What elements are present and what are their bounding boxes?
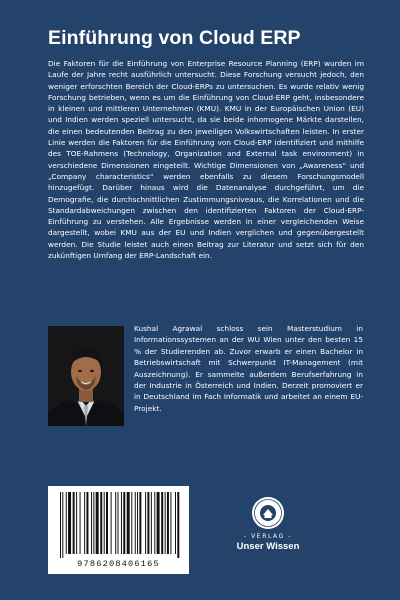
barcode-bar [177,492,179,558]
barcode-bar [91,492,92,554]
barcode-bar [60,492,61,558]
barcode-bar [80,492,81,554]
barcode-bar [93,492,94,554]
barcode-bar [175,492,176,554]
barcode-bar [86,492,88,554]
book-description: Die Faktoren für die Einführung von Enterprise Resource Planning (ERP) wurden im Laufe der Jahre recht ausführlich untersucht. Diese Forschung versucht jedoch, den weniger erforschten Bereich der Cloud-ERPs zu untersuchen. Es wurde relativ wenig Forschung betrieben, wenn es um die Einführung von Cloud-ERP geht, insbesondere in kleinen und mittleren Unternehmen (KMU). KMU in der Europäischen Union (EU) und Indien werden speziell untersucht, da sie beide inhomogene Märkte darstellen, die einen bedeutenden Beitrag zu den jeweiligen Volkswirtschaften leisten. In erster Linie werden die Faktoren für die Einführung von Cloud-ERP identifiziert und mithilfe des TOE-Rahmens (Technology, Organization and External task environment) in verschiedene Dimensionen eingeteilt. Wichtige Dimensionen von „Awareness“ und „Company characteristics“ werden ebenfalls zu diesem Forschungsmodell hinzugefügt. Darüber hinaus wird die Datenanalyse durchgeführt, um die Demografie, die durchschnittlichen Zustimmungsniveaus, die Korrelationen und die Standardabweichungen zwischen den identifizierten Faktoren der Cloud-ERP-Einführung zu verstehen. Alle Ergebnisse werden in einer vergleichenden Weise dargestellt, wobei KMU aus der EU und Indien verglichen und gegenübergestellt werden. Die Studie leistet auch einen Beitrag zur Literatur und setzt sich für den zukünftigen Umfang der ERP-Landschaft ein. [48,59,364,261]
isbn-number: 9786208406165 [77,559,160,569]
publisher-seal-icon [251,496,285,530]
barcode-bar [123,492,125,554]
barcode-bar [73,492,75,554]
publisher-name: Unser Wissen [236,541,300,552]
barcode-bar [131,492,132,554]
barcode-bar [68,492,71,554]
author-photo [48,326,124,426]
author-portrait-image [48,326,124,426]
barcode-bar [62,492,63,558]
barcode-bar [66,492,67,554]
barcode-bar [100,492,102,554]
barcode-bar [96,492,99,554]
barcode-bar [161,492,163,554]
barcode-bar [165,492,166,554]
barcode-bar [111,492,112,554]
barcode-bar [139,492,141,554]
author-biography: Kushal Agrawal schloss sein Masterstudium in Informationssystemen an der WU Wien unter den besten 15 % der Studierenden ab. Zuvor erwarb er einen Bachelor in Betriebswirtschaft mit Schwerpunkt IT-Management (mit Auszeichnung). Er sammelte außerdem Berufserfahrung in der Industrie in Österreich und Indien. Derzeit promoviert er in Deutschland im Fach Informatik und arbeitet an einem EU-Projekt. [134,324,363,413]
book-title: Einführung von Cloud ERP [48,27,301,49]
publisher-verlag-label: - VERLAG - [243,533,293,540]
barcode-bar [127,492,130,554]
barcode-bar [84,492,85,554]
barcode-bar [121,492,122,554]
barcode-bar [115,492,116,554]
barcode-bar [76,492,77,554]
barcode-bar [118,492,119,554]
barcode-bar [151,492,152,554]
barcode-bar [147,492,149,554]
barcode-bar [154,492,155,554]
publisher-logo [228,496,308,576]
barcode-bar [157,492,160,554]
barcode-bar [135,492,136,554]
barcode-bar [170,492,171,554]
barcode-bar [145,492,146,554]
barcode-bar [137,492,138,554]
barcode-bar [106,492,108,554]
barcode-bar [104,492,105,554]
isbn-barcode [48,486,189,574]
barcode-bar [167,492,169,554]
